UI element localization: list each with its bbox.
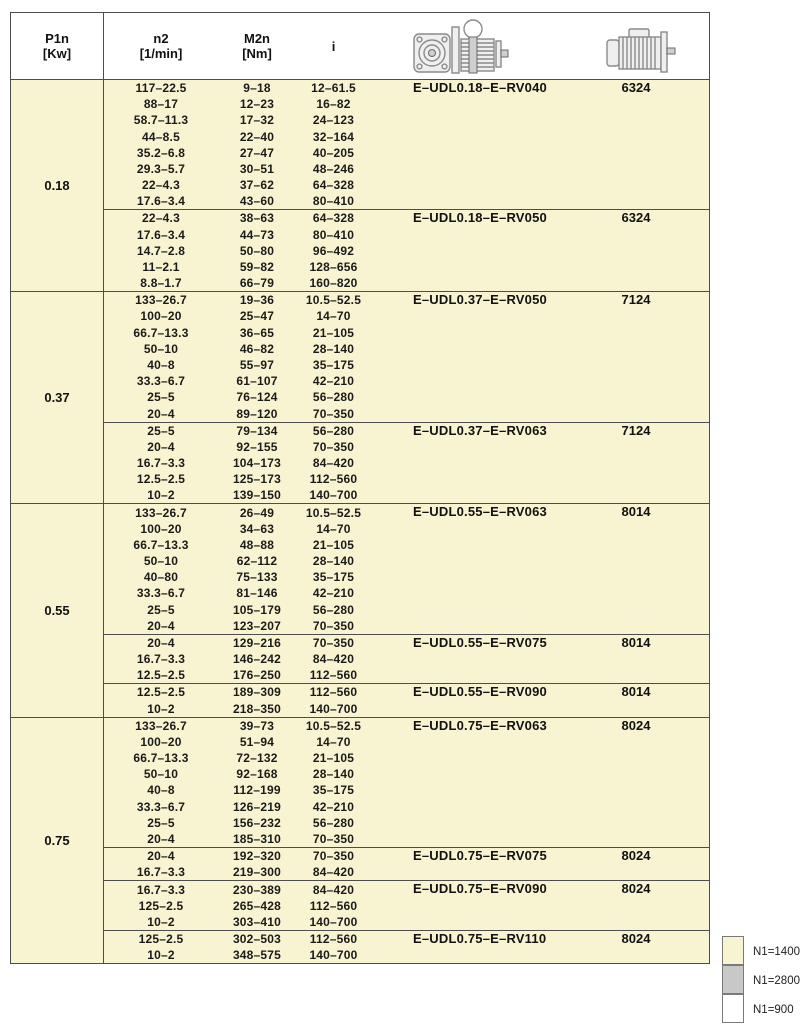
m2n-cell: 26–49 <box>239 505 275 520</box>
model-designation: E–UDL0.37–E–RV050 <box>413 292 547 308</box>
i-cell: 40–205 <box>312 145 355 160</box>
i-cell: 24–123 <box>312 113 355 128</box>
i-cell: 140–700 <box>309 488 358 503</box>
n2-cell: 100–20 <box>140 521 182 536</box>
m2n-cell: 43–60 <box>239 194 275 209</box>
m2n-cell: 25–47 <box>239 309 275 324</box>
model-block <box>104 422 709 504</box>
table-row <box>104 373 709 389</box>
i-cell: 112–560 <box>309 685 358 700</box>
n2-cell: 50–10 <box>143 554 179 569</box>
table-row <box>104 864 709 880</box>
i-cell: 70–350 <box>312 618 355 633</box>
table-row <box>104 389 709 405</box>
i-cell: 56–280 <box>312 390 355 405</box>
i-cell: 10.5–52.5 <box>305 293 362 308</box>
n2-cell: 133–26.7 <box>135 293 187 308</box>
p1n-header-line1: P1n <box>45 31 69 46</box>
n2-cell: 20–4 <box>147 618 175 633</box>
i-cell: 21–105 <box>312 537 355 552</box>
i-cell: 10.5–52.5 <box>305 718 362 733</box>
n2-cell: 22–4.3 <box>142 178 180 193</box>
table-row <box>104 815 709 831</box>
model-designation: E–UDL0.18–E–RV040 <box>413 80 547 95</box>
n2-header-line1: n2 <box>153 31 169 46</box>
i-cell: 70–350 <box>312 439 355 454</box>
n2-cell: 100–20 <box>140 734 182 749</box>
table-row <box>104 193 709 209</box>
i-cell: 35–175 <box>312 358 355 372</box>
model-designation: E–UDL0.55–E–RV063 <box>413 504 547 520</box>
n2-cell: 11–2.1 <box>142 259 180 274</box>
i-cell: 84–420 <box>312 882 355 897</box>
m2n-cell: 75–133 <box>236 570 278 585</box>
m2n-cell: 44–73 <box>239 227 275 242</box>
table-row <box>104 112 709 128</box>
m2n-cell: 185–310 <box>232 831 282 846</box>
table-row <box>104 947 709 963</box>
i-cell: 16–82 <box>316 97 351 112</box>
n2-cell: 12.5–2.5 <box>136 668 186 683</box>
n2-cell: 100–20 <box>140 309 182 324</box>
model-designation: E–UDL0.75–E–RV110 <box>413 930 547 946</box>
table-row <box>104 455 709 471</box>
n2-cell: 50–10 <box>143 341 179 356</box>
i-cell: 112–560 <box>309 898 358 913</box>
n2-cell: 33.3–6.7 <box>136 799 186 814</box>
m2n-cell: 230–389 <box>232 882 282 897</box>
table-row <box>104 357 709 373</box>
motor-size-code: 8014 <box>621 634 651 650</box>
n2-cell: 33.3–6.7 <box>136 586 186 601</box>
m2n-cell: 76–124 <box>236 390 278 405</box>
m2n-cell: 302–503 <box>232 932 282 947</box>
n2-cell: 10–2 <box>147 948 175 963</box>
gearmotor-selection-table <box>10 12 710 964</box>
m2n-cell: 92–155 <box>236 439 278 454</box>
m2n-cell: 36–65 <box>239 325 275 340</box>
m2n-cell: 112–199 <box>233 783 281 798</box>
m2n-cell: 219–300 <box>232 865 282 880</box>
table-row <box>104 521 709 537</box>
table-row <box>104 914 709 930</box>
section-blocks <box>104 504 709 716</box>
n2-cell: 44–8.5 <box>142 129 180 144</box>
i-cell: 70–350 <box>312 849 355 864</box>
model-block <box>104 292 709 421</box>
m2n-cell: 72–132 <box>236 751 278 766</box>
p1n-value: 0.75 <box>11 718 104 964</box>
table-row <box>104 439 709 455</box>
model-block <box>104 80 709 209</box>
table-row <box>104 487 709 503</box>
n2-cell: 17.6–3.4 <box>136 194 186 209</box>
i-cell: 80–410 <box>312 194 355 209</box>
i-cell: 14–70 <box>316 309 351 324</box>
m2n-cell: 189–309 <box>232 685 282 700</box>
model-block <box>104 930 709 963</box>
m2n-cell: 12–23 <box>239 97 275 112</box>
model-designation: E–UDL0.75–E–RV090 <box>413 881 547 897</box>
table-row <box>104 243 709 259</box>
n2-cell: 66.7–13.3 <box>133 751 189 766</box>
m2n-header-line1: M2n <box>244 31 270 46</box>
table-row <box>104 651 709 667</box>
m2n-cell: 126–219 <box>232 799 282 814</box>
n2-cell: 16.7–3.3 <box>136 456 186 471</box>
m2n-cell: 79–134 <box>236 423 278 438</box>
table-row <box>104 831 709 847</box>
column-header-m2n <box>218 31 296 61</box>
table-row <box>104 325 709 341</box>
model-designation: E–UDL0.75–E–RV063 <box>413 717 547 733</box>
i-cell: 96–492 <box>312 243 355 258</box>
model-block <box>104 209 709 291</box>
table-header <box>11 13 709 80</box>
m2n-cell: 9–18 <box>243 81 271 96</box>
n2-cell: 25–5 <box>147 815 175 830</box>
table-row <box>104 275 709 291</box>
m2n-cell: 104–173 <box>232 456 282 471</box>
m2n-cell: 50–80 <box>239 243 275 258</box>
table-row <box>104 177 709 193</box>
model-designation: E–UDL0.55–E–RV075 <box>413 634 547 650</box>
worm-gearmotor-icon <box>411 19 515 75</box>
i-cell: 14–70 <box>316 734 351 749</box>
i-cell: 160–820 <box>309 276 358 291</box>
speed-legend <box>722 936 800 1023</box>
n2-cell: 16.7–3.3 <box>136 652 186 667</box>
m2n-cell: 46–82 <box>239 341 275 356</box>
model-block <box>104 880 709 930</box>
column-header-n2 <box>104 31 218 61</box>
table-row <box>104 618 709 634</box>
n2-cell: 88–17 <box>143 97 179 112</box>
table-row <box>104 750 709 766</box>
legend-label: N1=900 <box>753 1004 794 1016</box>
n2-cell: 16.7–3.3 <box>136 882 186 897</box>
m2n-cell: 92–168 <box>236 767 278 782</box>
n2-header-line2: [1/min] <box>139 46 183 61</box>
m2n-cell: 146–242 <box>232 652 282 667</box>
table-row <box>104 537 709 553</box>
power-section <box>11 503 709 716</box>
m2n-cell: 34–63 <box>239 521 275 536</box>
n2-cell: 133–26.7 <box>135 505 187 520</box>
table-row <box>104 259 709 275</box>
n2-cell: 25–5 <box>147 390 175 405</box>
n2-cell: 22–4.3 <box>142 211 180 226</box>
n2-cell: 16.7–3.3 <box>136 865 186 880</box>
table-row <box>104 585 709 601</box>
legend-item <box>722 994 800 1023</box>
i-cell: 140–700 <box>309 701 358 716</box>
n2-cell: 40–80 <box>143 570 179 585</box>
table-body <box>11 80 709 963</box>
motor-size-code: 8014 <box>621 684 651 700</box>
section-blocks <box>104 292 709 503</box>
i-cell: 84–420 <box>312 865 355 880</box>
m2n-cell: 66–79 <box>239 276 275 291</box>
i-cell: 80–410 <box>312 227 355 242</box>
i-cell: 35–175 <box>312 783 355 798</box>
m2n-cell: 123–207 <box>232 618 282 633</box>
m2n-cell: 105–179 <box>232 602 282 617</box>
model-block <box>104 718 709 847</box>
n2-cell: 20–4 <box>147 831 175 846</box>
i-cell: 56–280 <box>312 423 355 438</box>
power-section <box>11 717 709 964</box>
n2-cell: 125–2.5 <box>138 898 184 913</box>
n2-cell: 50–10 <box>143 767 179 782</box>
n2-cell: 66.7–13.3 <box>133 325 189 340</box>
n2-cell: 40–8 <box>147 783 175 798</box>
legend-item <box>722 936 800 965</box>
model-block <box>104 504 709 633</box>
n2-cell: 10–2 <box>147 914 175 929</box>
table-row <box>104 602 709 618</box>
i-cell: 32–164 <box>312 129 355 144</box>
i-cell: 84–420 <box>312 456 355 471</box>
p1n-value: 0.55 <box>11 504 104 716</box>
table-row <box>104 405 709 421</box>
p1n-value: 0.37 <box>11 292 104 503</box>
motor-size-code: 6324 <box>621 80 651 95</box>
n2-cell: 125–2.5 <box>138 932 184 947</box>
i-cell: 21–105 <box>312 751 355 766</box>
i-cell: 56–280 <box>312 602 355 617</box>
m2n-cell: 27–47 <box>239 145 275 160</box>
column-header-p1n <box>11 13 104 79</box>
i-cell: 70–350 <box>312 831 355 846</box>
i-cell: 84–420 <box>312 652 355 667</box>
i-cell: 28–140 <box>312 554 355 569</box>
table-row <box>104 766 709 782</box>
n2-cell: 25–5 <box>147 423 175 438</box>
i-cell: 10.5–52.5 <box>305 505 362 520</box>
table-row <box>104 161 709 177</box>
m2n-cell: 62–112 <box>236 554 278 569</box>
i-cell: 48–246 <box>312 161 355 176</box>
m2n-header-line2: [Nm] <box>242 46 272 61</box>
n2-cell: 20–4 <box>147 406 175 421</box>
legend-swatch <box>722 994 744 1023</box>
motor-size-code: 6324 <box>621 210 651 226</box>
motor-size-code: 7124 <box>621 292 651 308</box>
model-designation: E–UDL0.75–E–RV075 <box>413 848 547 864</box>
m2n-cell: 156–232 <box>232 815 282 830</box>
m2n-cell: 19–36 <box>239 293 275 308</box>
table-row <box>104 553 709 569</box>
table-row <box>104 341 709 357</box>
model-block <box>104 683 709 716</box>
table-row <box>104 129 709 145</box>
i-cell: 64–328 <box>312 211 355 226</box>
section-blocks <box>104 718 709 964</box>
i-cell: 35–175 <box>312 570 355 585</box>
m2n-cell: 348–575 <box>232 948 282 963</box>
model-designation: E–UDL0.18–E–RV050 <box>413 210 547 226</box>
i-cell: 21–105 <box>312 325 355 340</box>
table-row <box>104 782 709 798</box>
i-cell: 140–700 <box>309 914 358 929</box>
n2-cell: 12.5–2.5 <box>136 685 186 700</box>
n2-cell: 133–26.7 <box>135 718 187 733</box>
table-row <box>104 227 709 243</box>
table-row <box>104 799 709 815</box>
n2-cell: 29.3–5.7 <box>136 161 186 176</box>
motor-size-code: 8024 <box>621 717 651 733</box>
m2n-cell: 303–410 <box>232 914 282 929</box>
i-cell: 70–350 <box>312 635 355 650</box>
m2n-cell: 59–82 <box>239 259 275 274</box>
table-row <box>104 701 709 717</box>
legend-label: N1=1400 <box>753 946 800 958</box>
n2-cell: 35.2–6.8 <box>136 145 186 160</box>
table-row <box>104 96 709 112</box>
model-block <box>104 847 709 880</box>
legend-swatch <box>722 936 744 965</box>
m2n-cell: 51–94 <box>239 734 275 749</box>
m2n-cell: 22–40 <box>239 129 275 144</box>
n2-cell: 58.7–11.3 <box>133 113 189 128</box>
i-cell: 112–560 <box>309 472 358 487</box>
n2-cell: 8.8–1.7 <box>140 276 182 291</box>
motor-size-code: 8024 <box>621 930 651 946</box>
i-cell: 28–140 <box>312 767 355 782</box>
i-cell: 112–560 <box>309 932 358 947</box>
legend-swatch <box>722 965 744 994</box>
i-cell: 56–280 <box>312 815 355 830</box>
power-section <box>11 80 709 291</box>
m2n-cell: 218–350 <box>232 701 282 716</box>
n2-cell: 20–4 <box>147 439 175 454</box>
n2-cell: 17.6–3.4 <box>136 227 186 242</box>
power-section <box>11 291 709 503</box>
i-cell: 42–210 <box>312 586 355 601</box>
m2n-cell: 38–63 <box>239 211 275 226</box>
m2n-cell: 265–428 <box>232 898 282 913</box>
m2n-cell: 17–32 <box>239 113 275 128</box>
table-row <box>104 471 709 487</box>
i-cell: 112–560 <box>309 668 358 683</box>
model-designation: E–UDL0.55–E–RV090 <box>413 684 547 700</box>
i-cell: 14–70 <box>316 521 351 536</box>
table-row <box>104 145 709 161</box>
n2-cell: 10–2 <box>147 488 175 503</box>
motor-size-code: 8024 <box>621 881 651 897</box>
m2n-cell: 176–250 <box>232 668 282 683</box>
model-designation: E–UDL0.37–E–RV063 <box>413 422 547 438</box>
m2n-cell: 55–97 <box>239 358 275 372</box>
motor-size-code: 8014 <box>621 504 651 520</box>
column-header-i <box>296 39 371 54</box>
m2n-cell: 37–62 <box>239 178 275 193</box>
i-cell: 128–656 <box>309 259 358 274</box>
legend-item <box>722 965 800 994</box>
model-block <box>104 634 709 684</box>
n2-cell: 66.7–13.3 <box>133 537 189 552</box>
p1n-header-line2: [Kw] <box>42 46 72 61</box>
m2n-cell: 81–146 <box>236 586 278 601</box>
n2-cell: 10–2 <box>147 701 175 716</box>
n2-cell: 40–8 <box>147 358 175 372</box>
m2n-cell: 61–107 <box>236 374 278 389</box>
i-header-label: i <box>331 38 336 54</box>
section-blocks <box>104 80 709 291</box>
n2-cell: 117–22.5 <box>135 81 187 96</box>
n2-cell: 25–5 <box>147 602 175 617</box>
n2-cell: 14.7–2.8 <box>136 243 186 258</box>
p1n-value: 0.18 <box>11 80 104 291</box>
i-cell: 70–350 <box>312 406 355 421</box>
m2n-cell: 129–216 <box>232 635 282 650</box>
table-row <box>104 308 709 324</box>
m2n-cell: 39–73 <box>239 718 275 733</box>
m2n-cell: 125–173 <box>232 472 282 487</box>
i-cell: 12–61.5 <box>311 81 356 96</box>
m2n-cell: 30–51 <box>239 161 275 176</box>
n2-cell: 20–4 <box>147 849 175 864</box>
m2n-cell: 192–320 <box>232 849 282 864</box>
table-row <box>104 569 709 585</box>
i-cell: 140–700 <box>309 948 358 963</box>
table-row <box>104 898 709 914</box>
motor-icon <box>603 27 693 73</box>
legend-label: N1=2800 <box>753 975 800 987</box>
m2n-cell: 139–150 <box>232 488 282 503</box>
i-cell: 42–210 <box>312 799 355 814</box>
n2-cell: 33.3–6.7 <box>136 374 186 389</box>
m2n-cell: 89–120 <box>236 406 278 421</box>
i-cell: 28–140 <box>312 341 355 356</box>
n2-cell: 12.5–2.5 <box>136 472 186 487</box>
i-cell: 64–328 <box>312 178 355 193</box>
table-row <box>104 667 709 683</box>
table-row <box>104 734 709 750</box>
i-cell: 42–210 <box>312 374 355 389</box>
motor-size-code: 7124 <box>621 422 651 438</box>
motor-size-code: 8024 <box>621 848 651 864</box>
n2-cell: 20–4 <box>147 635 175 650</box>
m2n-cell: 48–88 <box>239 537 275 552</box>
